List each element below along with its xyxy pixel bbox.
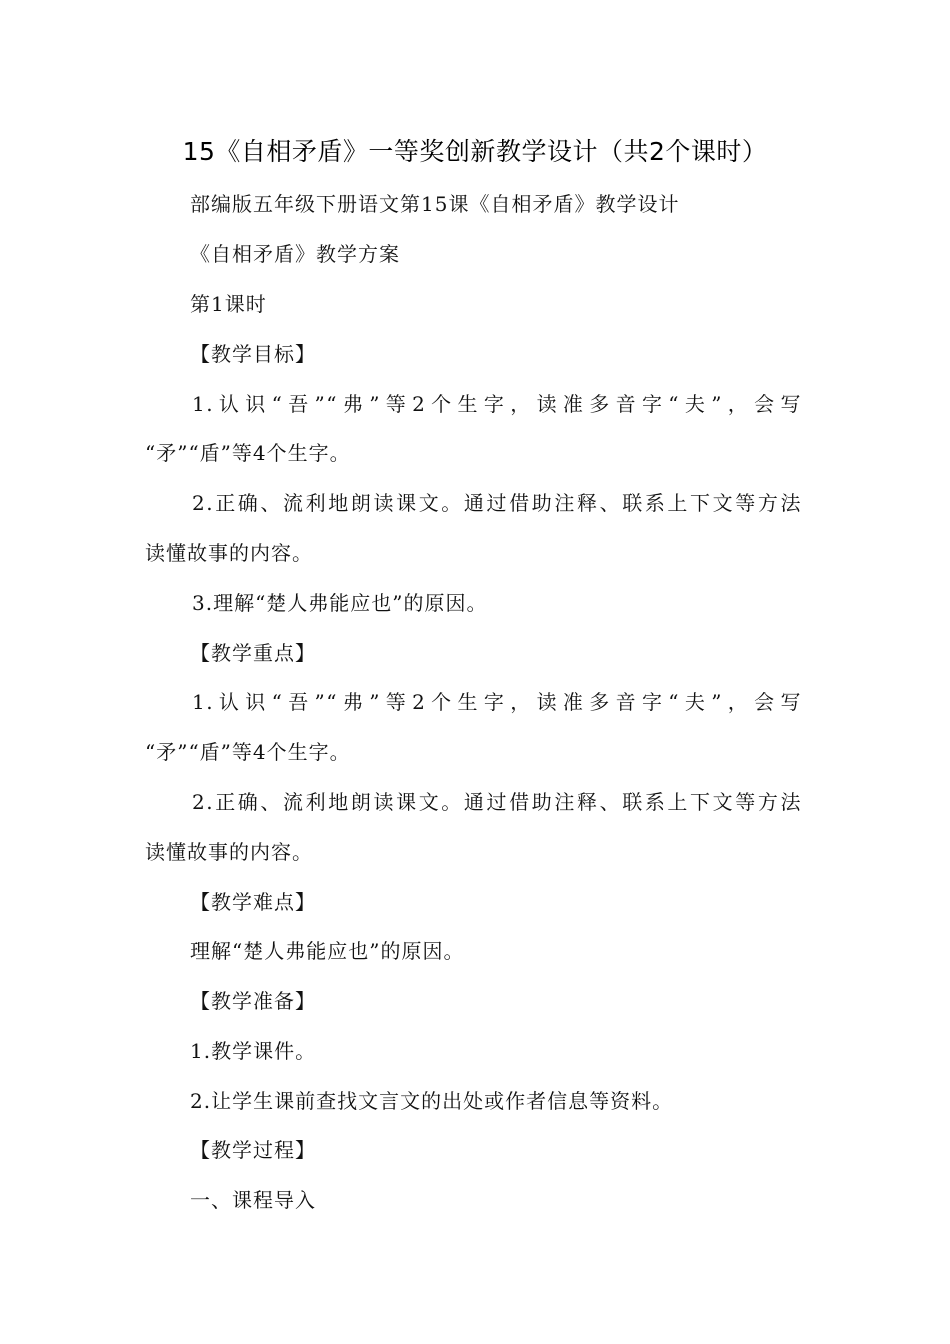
preparation-heading: 【教学准备】 [190, 989, 316, 1013]
difficulty-item: 理解“楚人弗能应也”的原因。 [190, 939, 465, 963]
key-point-item-2-line-1: 2.正确、流利地朗读课文。通过借助注释、联系上下文等方法 [192, 790, 802, 814]
goal-item-1-line-1: 1.认识“吾”“弗”等2个生字，读准多音字“夫”，会写 [192, 392, 802, 416]
lesson-label: 第1课时 [190, 292, 267, 316]
subtitle: 部编版五年级下册语文第15课《自相矛盾》教学设计 [190, 192, 680, 216]
document-title: 15《自相矛盾》一等奖创新教学设计（共2个课时） [182, 137, 768, 166]
goal-item-1-line-2: “矛”“盾”等4个生字。 [145, 441, 351, 465]
key-point-item-1-line-1: 1.认识“吾”“弗”等2个生字，读准多音字“夫”，会写 [192, 690, 802, 714]
goal-item-3: 3.理解“楚人弗能应也”的原因。 [192, 591, 488, 615]
key-points-heading: 【教学重点】 [190, 641, 316, 665]
plan-title: 《自相矛盾》教学方案 [190, 242, 400, 266]
process-heading: 【教学过程】 [190, 1138, 316, 1162]
preparation-item-1: 1.教学课件。 [190, 1039, 317, 1063]
goal-item-2-line-2: 读懂故事的内容。 [145, 541, 313, 565]
process-section-1: 一、课程导入 [190, 1188, 316, 1212]
key-point-item-1-line-2: “矛”“盾”等4个生字。 [145, 740, 351, 764]
goals-heading: 【教学目标】 [190, 342, 316, 366]
goal-item-2-line-1: 2.正确、流利地朗读课文。通过借助注释、联系上下文等方法 [192, 491, 802, 515]
key-point-item-2-line-2: 读懂故事的内容。 [145, 840, 313, 864]
difficulties-heading: 【教学难点】 [190, 890, 316, 914]
preparation-item-2: 2.让学生课前查找文言文的出处或作者信息等资料。 [190, 1089, 674, 1113]
